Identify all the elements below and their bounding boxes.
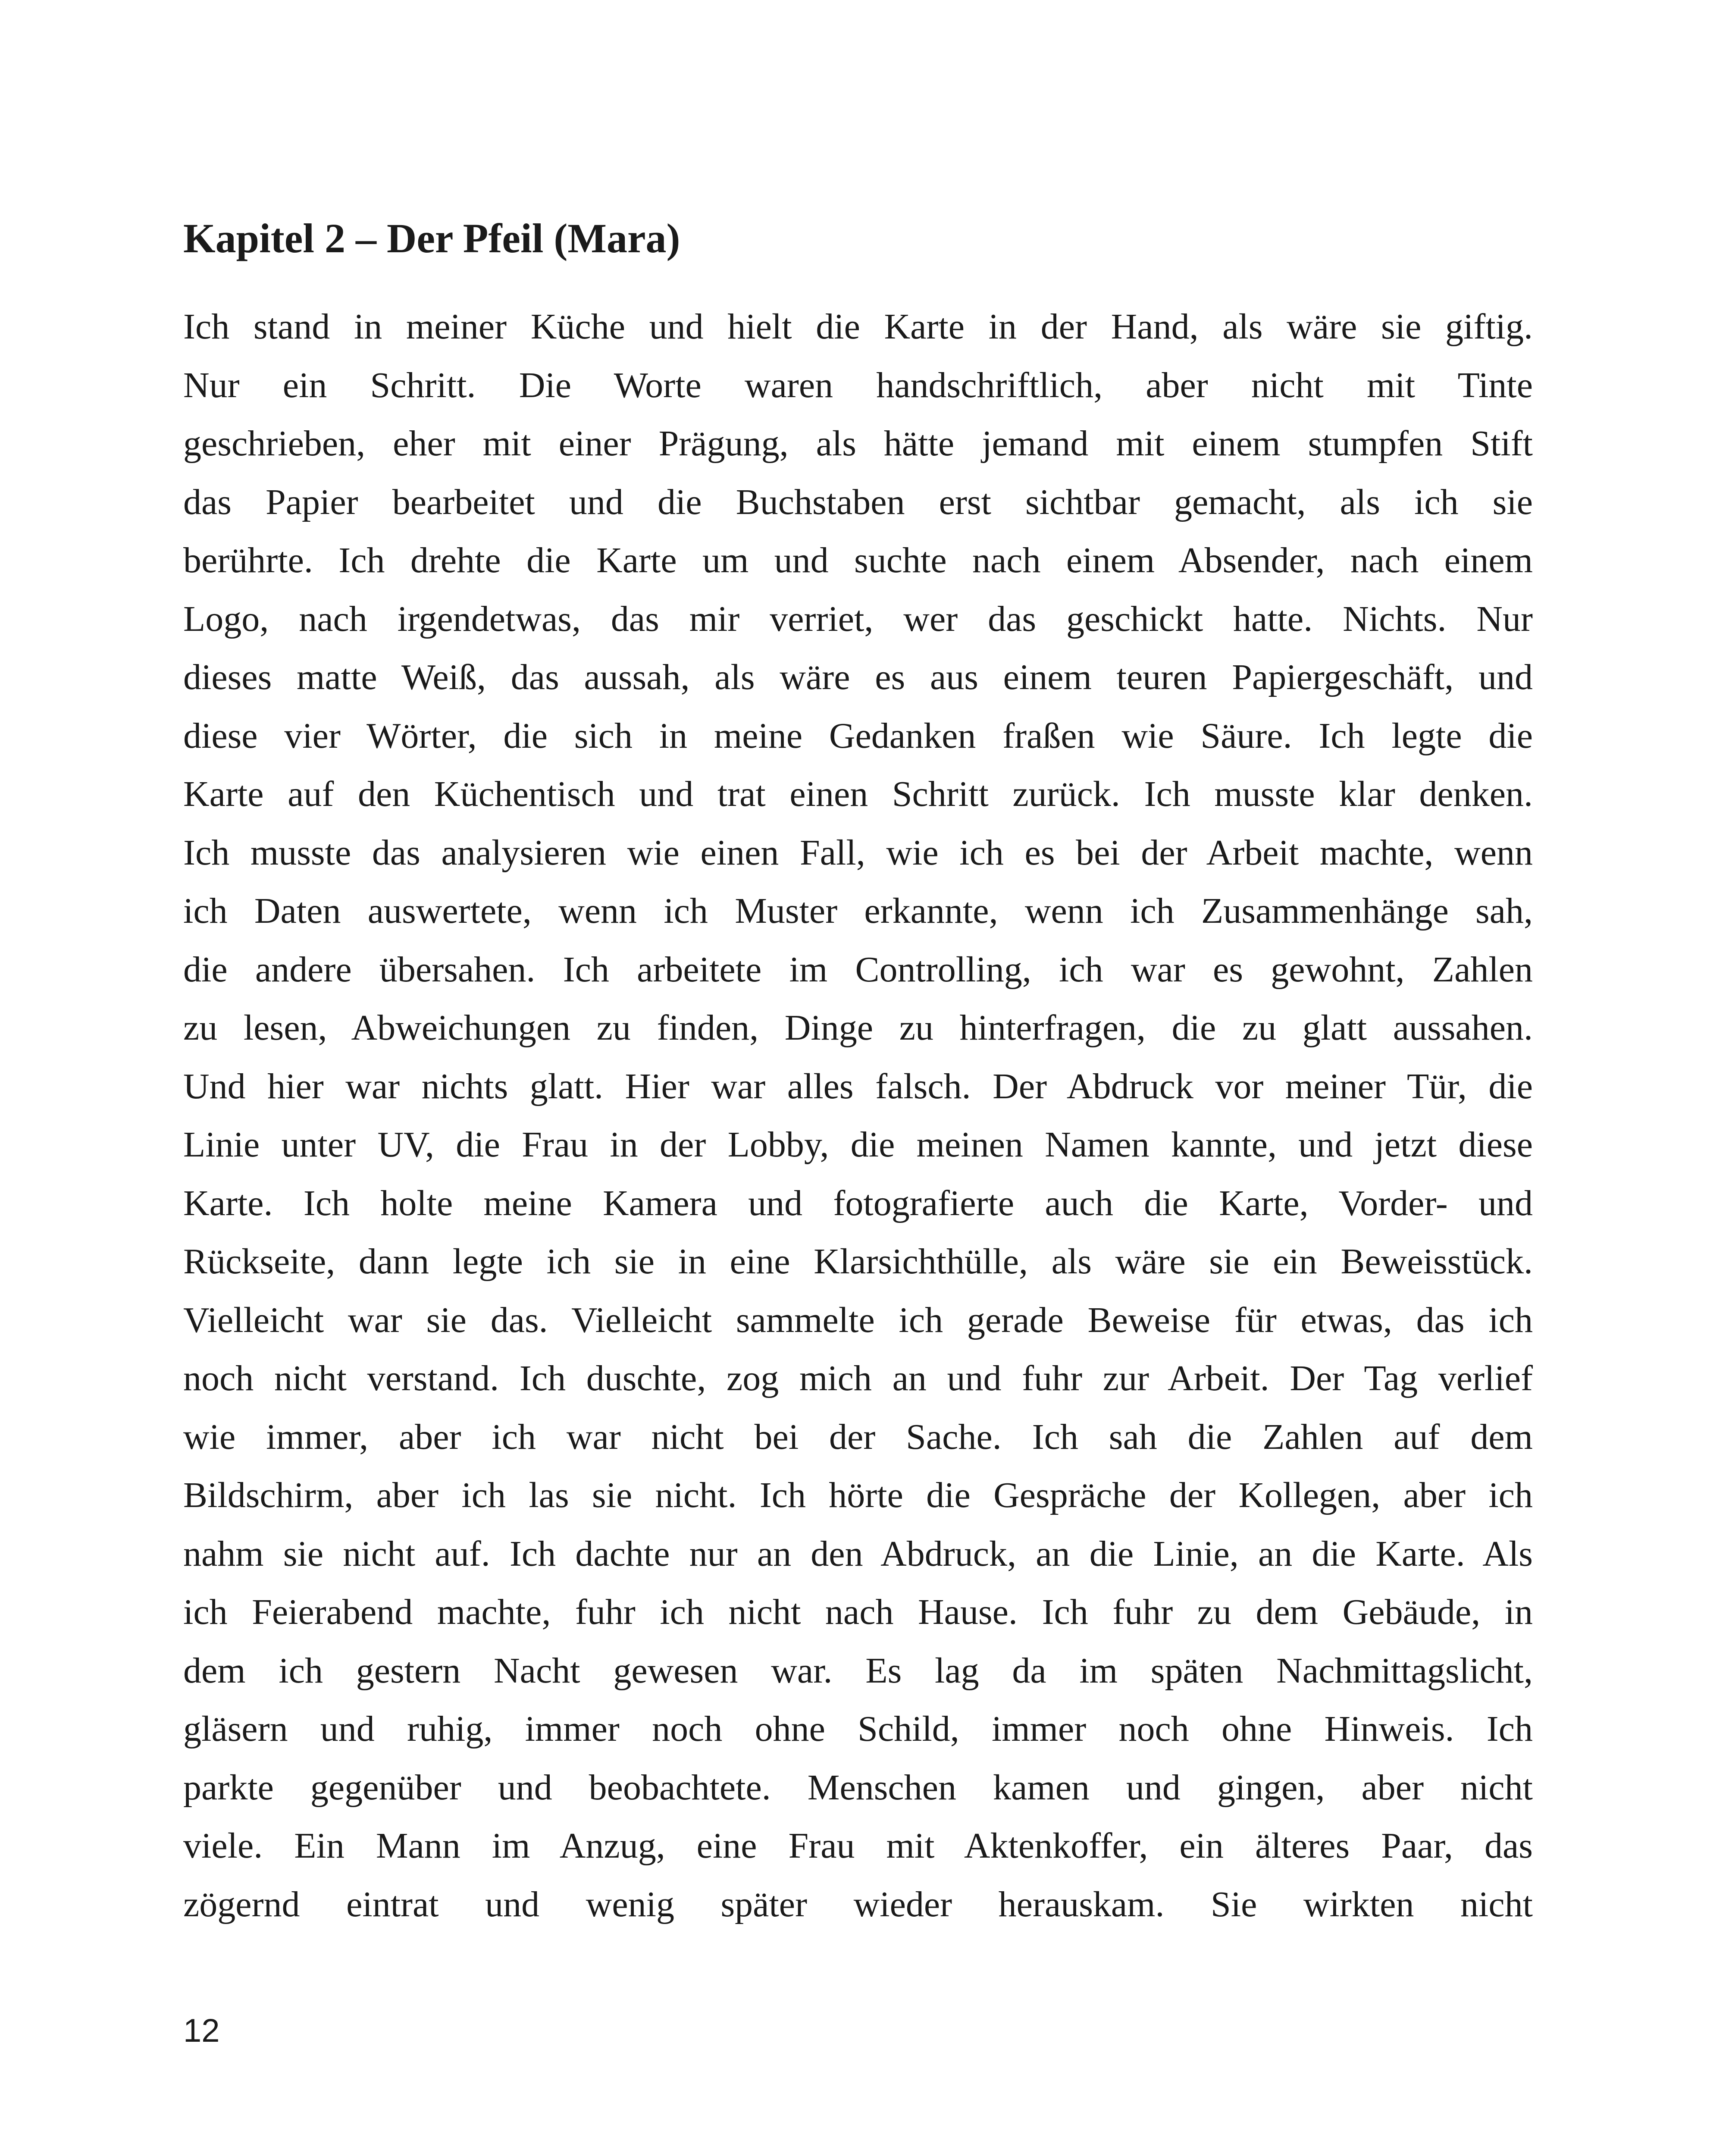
text-line: ich Daten auswertete, wenn ich Muster erkannte, wenn ich Zusammenhänge sah, [183, 891, 1533, 931]
text-line: Nur ein Schritt. Die Worte waren handschriftlich, aber nicht mit Tinte [183, 365, 1533, 405]
chapter-title: Kapitel 2 – Der Pfeil (Mara) [183, 215, 680, 261]
body-paragraph [183, 298, 1533, 1934]
text-line: Rückseite, dann legte ich sie in eine Klarsichthülle, als wäre sie ein Beweisstück. [183, 1241, 1533, 1282]
text-line: Bildschirm, aber ich las sie nicht. Ich hörte die Gespräche der Kollegen, aber ich [183, 1475, 1533, 1515]
text-line: Vielleicht war sie das. Vielleicht sammelte ich gerade Beweise für etwas, das ich [183, 1300, 1533, 1340]
text-line: viele. Ein Mann im Anzug, eine Frau mit Aktenkoffer, ein älteres Paar, das [183, 1826, 1533, 1866]
text-line: Ich stand in meiner Küche und hielt die Karte in der Hand, als wäre sie giftig. [183, 307, 1533, 347]
text-line: Und hier war nichts glatt. Hier war alles falsch. Der Abdruck vor meiner Tür, die [183, 1066, 1533, 1106]
text-line: die andere übersahen. Ich arbeitete im Controlling, ich war es gewohnt, Zahlen [183, 949, 1533, 990]
text-line: gläsern und ruhig, immer noch ohne Schild, immer noch ohne Hinweis. Ich [183, 1709, 1533, 1749]
text-line: dem ich gestern Nacht gewesen war. Es lag da im späten Nachmittagslicht, [183, 1650, 1533, 1691]
text-line: wie immer, aber ich war nicht bei der Sache. Ich sah die Zahlen auf dem [183, 1416, 1533, 1457]
text-line: geschrieben, eher mit einer Prägung, als hätte jemand mit einem stumpfen Stift [183, 423, 1533, 464]
text-line: das Papier bearbeitet und die Buchstaben erst sichtbar gemacht, als ich sie [183, 482, 1533, 522]
text-line: Ich musste das analysieren wie einen Fall, wie ich es bei der Arbeit machte, wenn [183, 832, 1533, 873]
text-line: Logo, nach irgendetwas, das mir verriet, wer das geschickt hatte. Nichts. Nur [183, 599, 1533, 639]
text-line: diese vier Wörter, die sich in meine Gedanken fraßen wie Säure. Ich legte die [183, 715, 1533, 756]
text-line: Linie unter UV, die Frau in der Lobby, die meinen Namen kannte, und jetzt diese [183, 1125, 1533, 1165]
page-number: 12 [183, 2012, 220, 2049]
text-line: zögernd eintrat und wenig später wieder herauskam. Sie wirkten nicht [183, 1884, 1533, 1924]
text-line: dieses matte Weiß, das aussah, als wäre es aus einem teuren Papiergeschäft, und [183, 657, 1533, 697]
text-line: Karte. Ich holte meine Kamera und fotografierte auch die Karte, Vorder- und [183, 1183, 1533, 1223]
text-line: nahm sie nicht auf. Ich dachte nur an den Abdruck, an die Linie, an die Karte. Als [183, 1533, 1533, 1574]
text-line: noch nicht verstand. Ich duschte, zog mich an und fuhr zur Arbeit. Der Tag verlief [183, 1358, 1533, 1398]
text-line: parkte gegenüber und beobachtete. Menschen kamen und gingen, aber nicht [183, 1767, 1533, 1808]
text-line: zu lesen, Abweichungen zu finden, Dinge zu hinterfragen, die zu glatt aussahen. [183, 1008, 1533, 1048]
text-line: ich Feierabend machte, fuhr ich nicht nach Hause. Ich fuhr zu dem Gebäude, in [183, 1592, 1533, 1632]
text-line: berührte. Ich drehte die Karte um und suchte nach einem Absender, nach einem [183, 540, 1533, 580]
text-line: Karte auf den Küchentisch und trat einen Schritt zurück. Ich musste klar denken. [183, 774, 1533, 814]
